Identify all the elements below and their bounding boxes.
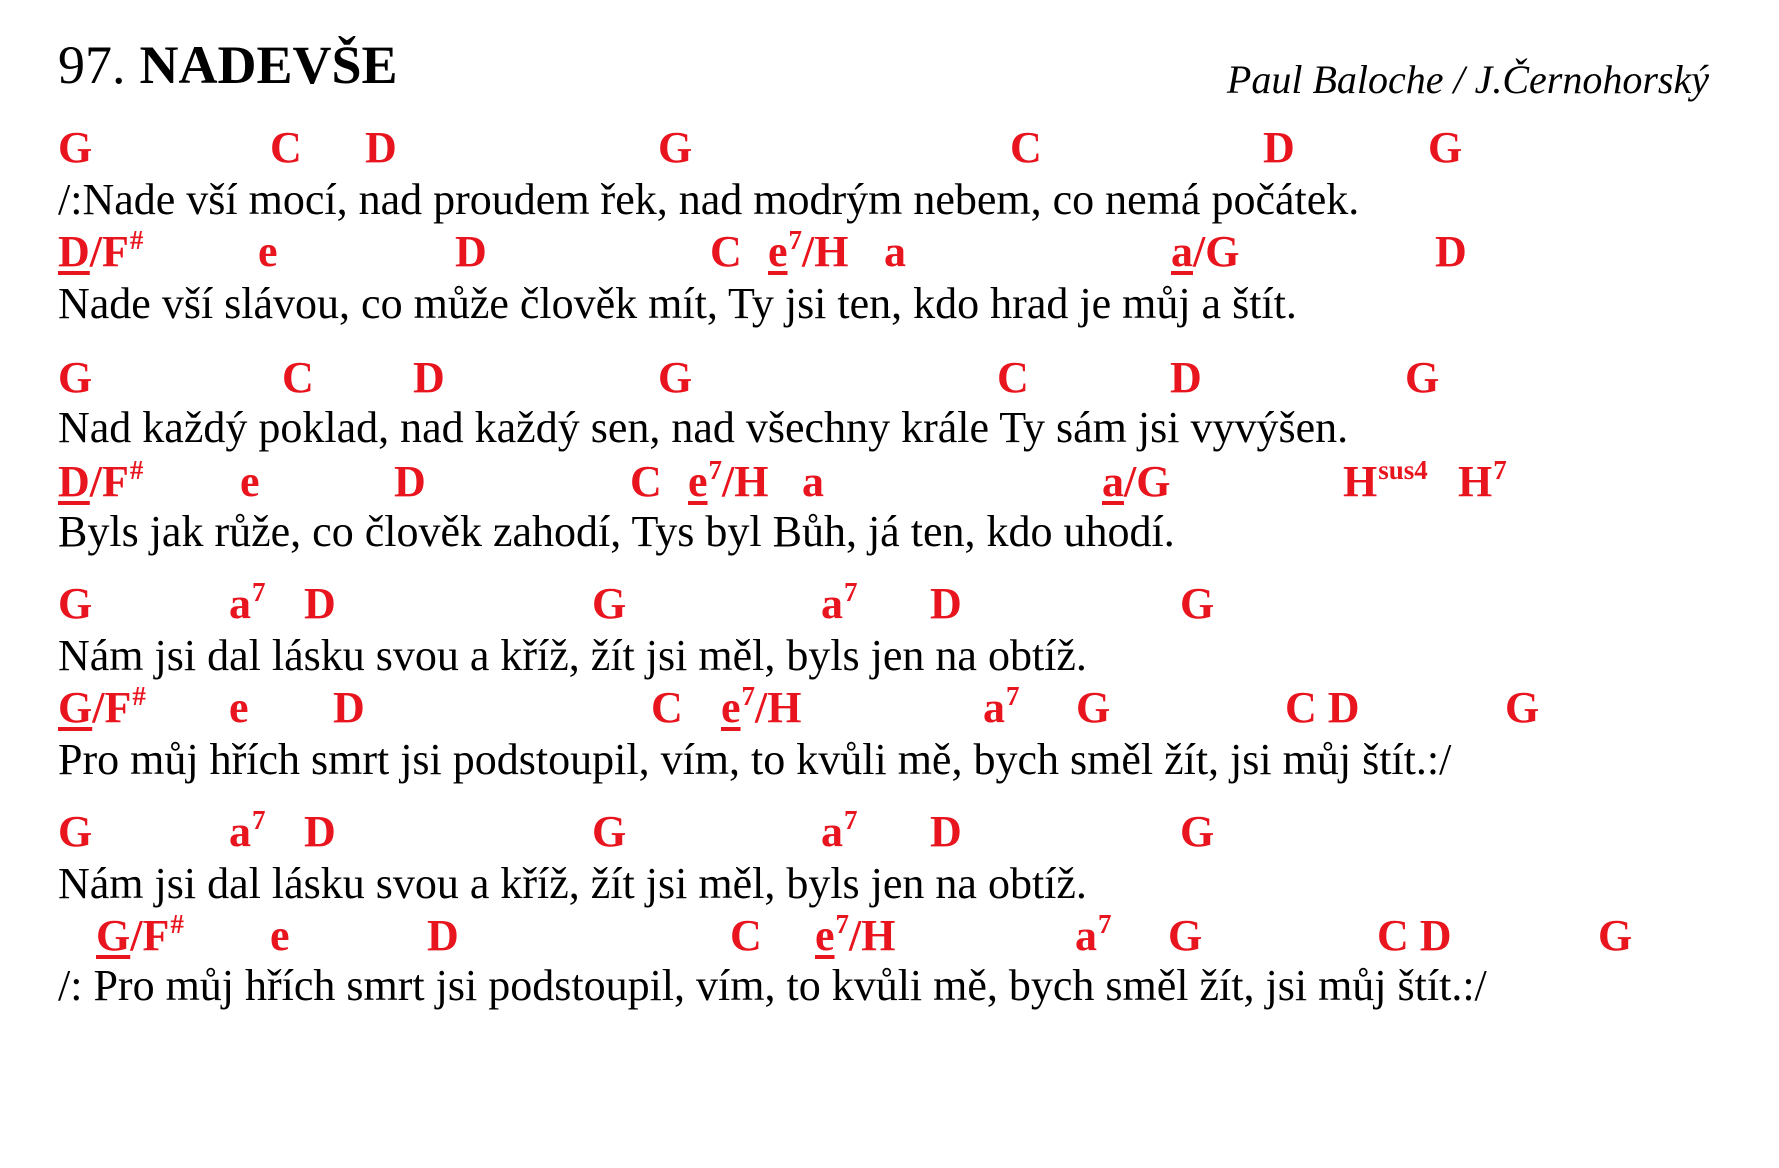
chord-line xyxy=(0,226,1779,278)
chord xyxy=(258,226,278,278)
chord-root: D xyxy=(413,353,445,402)
chord xyxy=(802,456,824,508)
chord-extension: 7 xyxy=(252,577,266,607)
chord-root: G xyxy=(1428,123,1463,172)
chord-bass-note: D xyxy=(58,457,90,506)
chord-extension: 7 xyxy=(1493,455,1507,485)
chord xyxy=(821,578,858,630)
chord xyxy=(730,910,762,962)
chord-root: /G xyxy=(1124,457,1171,506)
chord xyxy=(229,578,266,630)
chord-root: D xyxy=(1170,353,1202,402)
chord xyxy=(333,682,365,734)
chord xyxy=(651,682,683,734)
song-authors: Paul Baloche / J.Černohorský xyxy=(1226,57,1709,102)
chord xyxy=(413,352,445,404)
chord-root: G xyxy=(1180,807,1215,856)
chord-root: /G xyxy=(1193,227,1240,276)
chord-root: D xyxy=(365,123,397,172)
chord-root: G xyxy=(58,579,93,628)
chord-line xyxy=(0,578,1779,630)
chord-root: /F xyxy=(92,683,132,732)
lyric-line: Nám jsi dal lásku svou a kříž, žít jsi měl, byls jen na obtíž. xyxy=(58,859,1087,908)
chord-root: C xyxy=(630,457,662,506)
chord-root: /F xyxy=(130,911,170,960)
chord-extension: 7 xyxy=(741,681,756,711)
chord xyxy=(768,226,848,278)
chord xyxy=(58,578,92,630)
chord-root: D xyxy=(930,807,962,856)
chord-root: D xyxy=(455,227,487,276)
chord-root: e xyxy=(240,457,260,506)
chord-extension: # xyxy=(129,225,144,255)
chord-root: e xyxy=(270,911,290,960)
chord xyxy=(1180,578,1214,630)
chord xyxy=(1428,122,1462,174)
chord-root: D xyxy=(304,579,336,628)
chord-root: G xyxy=(658,353,693,402)
chord-line xyxy=(0,682,1779,734)
chord xyxy=(240,456,260,508)
chord-root: G xyxy=(658,123,693,172)
chord-extension: 7 xyxy=(788,225,803,255)
lyric-line: Nám jsi dal lásku svou a kříž, žít jsi měl, byls jen na obtíž. xyxy=(58,631,1087,680)
chord-extension: # xyxy=(170,909,184,939)
chord-root: C xyxy=(730,911,762,960)
chord-root: G xyxy=(1180,579,1215,628)
chord-extension: 7 xyxy=(835,909,850,939)
chord xyxy=(821,806,858,858)
chord-bass-note: D xyxy=(58,227,90,276)
chord-extension: sus4 xyxy=(1378,455,1428,485)
chord xyxy=(710,226,742,278)
chord xyxy=(688,456,768,508)
chord-extension: 7 xyxy=(708,455,723,485)
chord-root: H xyxy=(1343,457,1378,506)
chord xyxy=(304,806,336,858)
chord-root: C xyxy=(651,683,683,732)
chord-bass-note: a xyxy=(1102,457,1124,506)
lyric-line: Pro můj hřích smrt jsi podstoupil, vím, to kvůli mě, bych směl žít, jsi můj štít.:/ xyxy=(58,735,1452,784)
chord-extension: 7 xyxy=(844,577,858,607)
chord-root: G xyxy=(592,807,627,856)
chord-root: a xyxy=(229,807,251,856)
chord-root: /F xyxy=(89,457,129,506)
chord xyxy=(658,122,692,174)
chord-extension: # xyxy=(129,455,144,485)
chord xyxy=(997,352,1029,404)
chord-root: D xyxy=(1435,227,1467,276)
chord-root: C xyxy=(1010,123,1042,172)
chord xyxy=(815,910,895,962)
chord xyxy=(1263,122,1295,174)
chord xyxy=(1076,682,1110,734)
chord xyxy=(592,806,626,858)
chord-bass-note: G xyxy=(58,683,93,732)
chord-slash: /H xyxy=(849,911,896,960)
chord xyxy=(1010,122,1042,174)
lyric-line: Nade vší slávou, co může člověk mít, Ty jsi ten, kdo hrad je můj a štít. xyxy=(58,279,1297,328)
chord xyxy=(1075,910,1112,962)
chord-extension: 7 xyxy=(1006,681,1020,711)
chord-root: D xyxy=(427,911,459,960)
chord xyxy=(58,456,143,508)
chord-root: C xyxy=(270,123,302,172)
chord xyxy=(1102,456,1170,508)
chord-bass-note: e xyxy=(688,457,708,506)
chord-root: G xyxy=(1168,911,1203,960)
chord-root: D xyxy=(394,457,426,506)
chord xyxy=(229,806,266,858)
chord-root: a xyxy=(821,807,843,856)
chord-root: D xyxy=(304,807,336,856)
chord-root: C xyxy=(710,227,742,276)
chord xyxy=(58,226,143,278)
song-number: 97. xyxy=(58,35,126,95)
chord xyxy=(427,910,459,962)
chord-root: G xyxy=(58,807,93,856)
song-title xyxy=(58,35,398,95)
chord-root: C xyxy=(282,353,314,402)
chord-root: e xyxy=(258,227,278,276)
chord xyxy=(58,806,92,858)
chord xyxy=(630,456,662,508)
chord xyxy=(1171,226,1239,278)
lyric-line: Nad každý poklad, nad každý sen, nad všechny krále Ty sám jsi vyvýšen. xyxy=(58,403,1349,452)
chord-extension: # xyxy=(132,681,146,711)
chord xyxy=(930,578,962,630)
chord xyxy=(229,682,249,734)
chord-line xyxy=(0,456,1779,508)
chord-root: G xyxy=(58,353,93,402)
chord xyxy=(1505,682,1539,734)
chord xyxy=(1405,352,1439,404)
chord-line xyxy=(0,910,1779,962)
chord-root: G xyxy=(1076,683,1111,732)
chord xyxy=(1435,226,1467,278)
chord xyxy=(1377,910,1452,962)
chord xyxy=(592,578,626,630)
chord-root: G xyxy=(1405,353,1440,402)
chord xyxy=(365,122,397,174)
chord-root: D xyxy=(333,683,365,732)
chord-root: D xyxy=(930,579,962,628)
chord-bass-note: e xyxy=(721,683,741,732)
chord-extension: 7 xyxy=(1098,909,1112,939)
chord xyxy=(96,910,184,962)
chord xyxy=(1170,352,1202,404)
chord-root: G xyxy=(58,123,93,172)
chord xyxy=(455,226,487,278)
chord-root: a xyxy=(802,457,824,506)
chord-root: C D xyxy=(1377,911,1452,960)
chord-root: C xyxy=(997,353,1029,402)
chord xyxy=(884,226,906,278)
chord-root: /F xyxy=(89,227,129,276)
lyric-line: /:Nade vší mocí, nad proudem řek, nad modrým nebem, co nemá počátek. xyxy=(58,175,1360,224)
chord-root: e xyxy=(229,683,249,732)
chord-root: a xyxy=(884,227,906,276)
chord xyxy=(394,456,426,508)
chord-root: H xyxy=(1458,457,1493,506)
chord-bass-note: e xyxy=(768,227,788,276)
song-name: NADEVŠE xyxy=(139,35,398,95)
chord xyxy=(658,352,692,404)
chord-extension: 7 xyxy=(252,805,266,835)
chord-bass-note: a xyxy=(1171,227,1193,276)
chord-bass-note: e xyxy=(815,911,835,960)
chord xyxy=(1343,456,1428,508)
chord xyxy=(983,682,1020,734)
chord-root: G xyxy=(1505,683,1540,732)
chord xyxy=(270,122,302,174)
chord xyxy=(721,682,801,734)
chord-root: a xyxy=(983,683,1005,732)
chord xyxy=(58,352,92,404)
chord-slash: /H xyxy=(722,457,769,506)
lyric-line: Byls jak růže, co člověk zahodí, Tys byl Bůh, já ten, kdo uhodí. xyxy=(58,507,1175,556)
chord xyxy=(1168,910,1202,962)
lyric-line: /: Pro můj hřích smrt jsi podstoupil, vím, to kvůli mě, bych směl žít, jsi můj štít.:/ xyxy=(58,961,1487,1010)
chord xyxy=(1598,910,1632,962)
chord-line xyxy=(0,352,1779,404)
chord-root: a xyxy=(1075,911,1097,960)
chord-extension: 7 xyxy=(844,805,858,835)
chord xyxy=(930,806,962,858)
chord-line xyxy=(0,806,1779,858)
chord-root: a xyxy=(229,579,251,628)
chord-root: G xyxy=(592,579,627,628)
chord-root: C D xyxy=(1285,683,1360,732)
chord-root: a xyxy=(821,579,843,628)
chord xyxy=(1285,682,1360,734)
chord xyxy=(1458,456,1507,508)
chord-bass-note: G xyxy=(96,911,131,960)
chord xyxy=(282,352,314,404)
chord xyxy=(58,122,92,174)
chord-root: D xyxy=(1263,123,1295,172)
chord-root: G xyxy=(1598,911,1633,960)
chord xyxy=(1180,806,1214,858)
chord xyxy=(270,910,290,962)
chord-slash: /H xyxy=(802,227,849,276)
chord xyxy=(304,578,336,630)
chord-slash: /H xyxy=(755,683,802,732)
chord-line xyxy=(0,122,1779,174)
chord xyxy=(58,682,146,734)
